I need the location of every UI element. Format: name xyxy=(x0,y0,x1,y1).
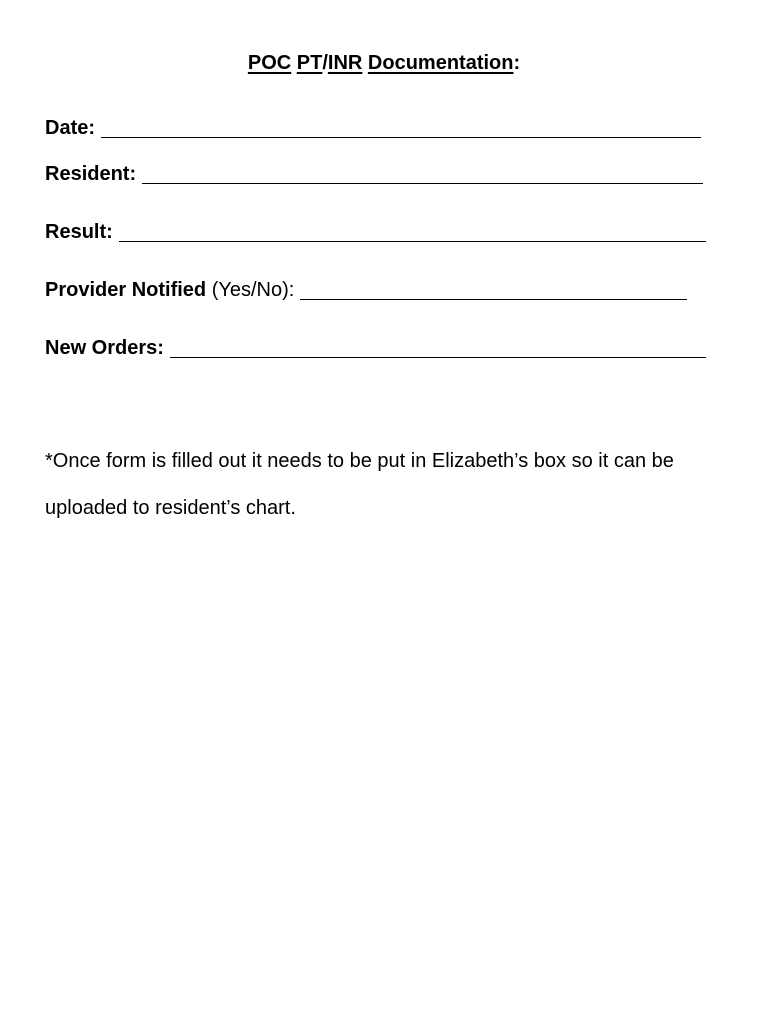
resident-blank-line[interactable] xyxy=(142,183,703,184)
title-slash: / xyxy=(322,52,328,74)
resident-field xyxy=(45,158,703,186)
title-documentation: Documentation xyxy=(367,52,514,74)
result-blank-line[interactable] xyxy=(119,241,706,242)
result-field xyxy=(45,216,706,244)
title-pt: PT xyxy=(296,52,323,74)
new-orders-blank-line[interactable] xyxy=(170,357,706,358)
provider-notified-label: Provider Notified xyxy=(45,279,207,301)
provider-notified-field xyxy=(45,274,687,302)
title-inr: INR xyxy=(327,52,363,74)
title-colon: : xyxy=(513,52,521,74)
provider-notified-hint: (Yes/No): xyxy=(211,279,295,301)
result-label: Result: xyxy=(45,221,113,243)
new-orders-label: New Orders: xyxy=(45,337,164,359)
instruction-note: *Once form is filled out it needs to be put in Elizabeth’s box so it can be uploaded to resident’s chart. xyxy=(45,450,674,519)
new-orders-field xyxy=(45,332,706,360)
provider-notified-blank-line[interactable] xyxy=(300,299,687,300)
date-label: Date: xyxy=(45,117,96,139)
document-title xyxy=(0,50,768,76)
date-field xyxy=(45,112,701,140)
resident-label: Resident: xyxy=(45,163,137,185)
date-blank-line[interactable] xyxy=(101,137,701,138)
title-poc: POC xyxy=(247,52,292,74)
